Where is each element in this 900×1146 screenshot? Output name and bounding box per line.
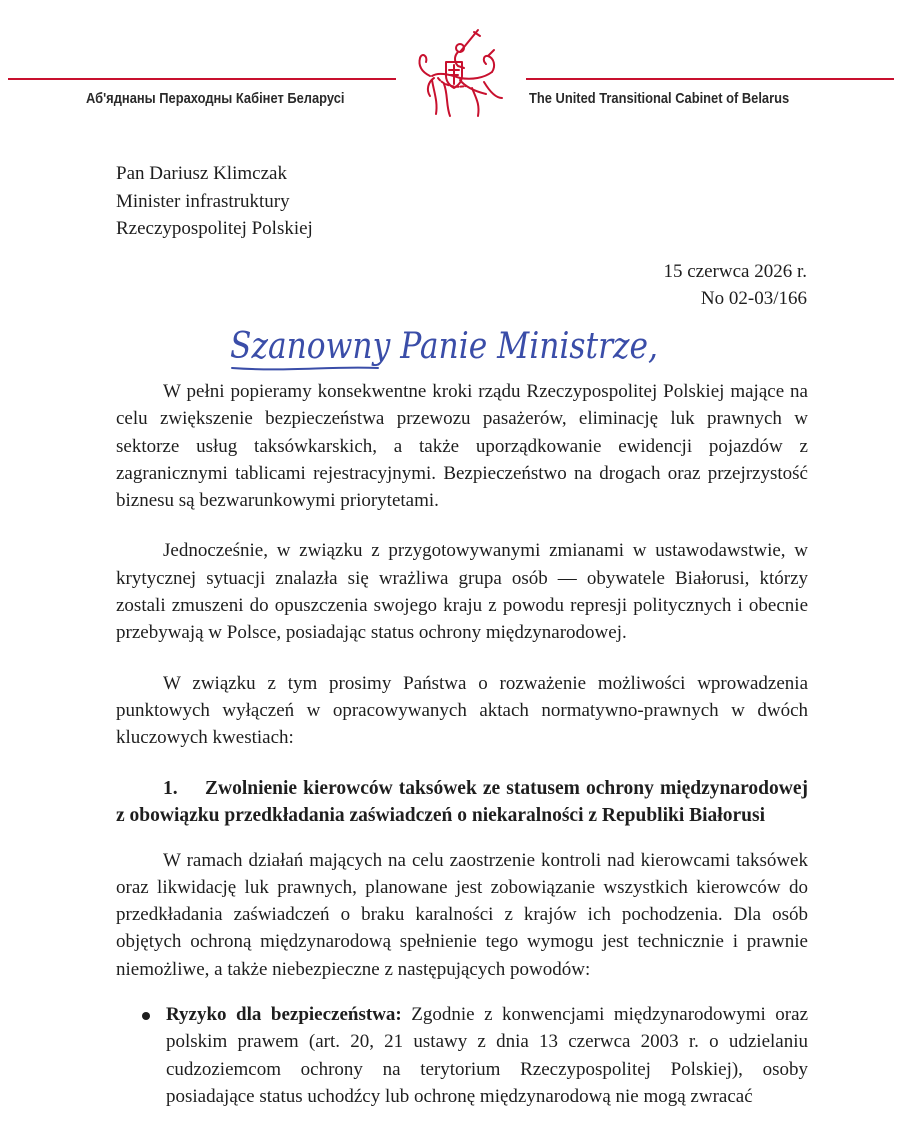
letter-date: 15 czerwca 2026 r. xyxy=(663,261,807,282)
bullet-text: Zgodnie z konwencjami międzynarodowymi oraz polskim prawem (art. 20, 21 ustawy z dnia 13 czerwca 2003 r. o udzielaniu cudzoziemcom ochrony na terytorium Rzeczypospolitej Polskiej), osoby posiadające status uchodźcy lub ochronę międzynarodową nie mogą zwracać xyxy=(166,1004,809,1107)
list-item xyxy=(116,1001,808,1110)
handwritten-salutation xyxy=(228,318,668,376)
recipient-position: Minister infrastruktury xyxy=(116,190,290,212)
paragraph-3: W związku z tym prosimy Państwa o rozważenie możliwości wprowadzenia punktowych wyłączeń w opracowywanych aktach normatywno-prawnych w dwóch kluczowych kwestiach: xyxy=(116,672,808,749)
recipient-block xyxy=(116,160,313,243)
bullet-icon xyxy=(142,1012,150,1020)
letter-meta xyxy=(664,258,808,312)
paragraph-2: Jednocześnie, w związku z przygotowywanymi zmianami w ustawodawstwie, w krytycznej sytuacji znalazła się wrażliwa grupa osób — obywatele Białorusi, którzy zostali zmuszeni do opuszczenia swojego kraju z powodu represji politycznych i obecnie przebywają w Polsce, posiadając status ochrony międzynarodowej. xyxy=(116,540,808,644)
section-1-title: Zwolnienie kierowców taksówek ze statusem ochrony międzynarodowej z obowiązku przedkładania zaświadczeń o niekaralności z Republiki Białorusi xyxy=(116,777,808,827)
section-1-paragraph: W ramach działań mających na celu zaostrzenie kontroli nad kierowcami taksówek oraz likwidację luk prawnych, planowane jest zobowiązanie wszystkich kierowców do przedkładania zaświadczeń o braku karalności z krajów ich pochodzenia. Dla osób objętych ochroną międzynarodową spełnienie tego wymogu jest technicznie i prawnie niemożliwe, a także niebezpieczne z następujących powodów: xyxy=(116,849,808,980)
section-1-number: 1. xyxy=(163,777,178,799)
bullet-label: Ryzyko dla bezpieczeństwa: xyxy=(166,1004,402,1026)
letter-number: No 02-03/166 xyxy=(700,288,807,309)
recipient-country: Rzeczypospolitej Polskiej xyxy=(116,218,313,239)
section-1-heading xyxy=(116,775,808,830)
org-name-english: The United Transitional Cabinet of Belarus xyxy=(529,90,790,107)
letter-body xyxy=(116,378,808,1110)
recipient-name: Pan Dariusz Klimczak xyxy=(116,163,287,184)
letterhead-rule-left xyxy=(8,78,396,80)
org-name-belarusian: Аб'яднаны Пераходны Кабінет Беларусі xyxy=(86,90,345,107)
pahonia-knight-emblem xyxy=(408,22,514,126)
paragraph-1: W pełni popieramy konsekwentne kroki rządu Rzeczypospolitej Polskiej mające na celu zwiększenie bezpieczeństwa przewozu pasażerów, eliminację luk prawnych w sektorze usług taksówkarskich, a także uporządkowanie ewidencji pojazdów z zagranicznymi tablicami rejestracyjnymi. Bezpieczeństwo na drogach oraz przejrzystość biznesu są bezwarunkowymi priorytetami. xyxy=(116,381,808,512)
salutation-text: Szanowny Panie Ministrze, xyxy=(230,326,658,367)
letterhead-rule-right xyxy=(526,78,894,80)
